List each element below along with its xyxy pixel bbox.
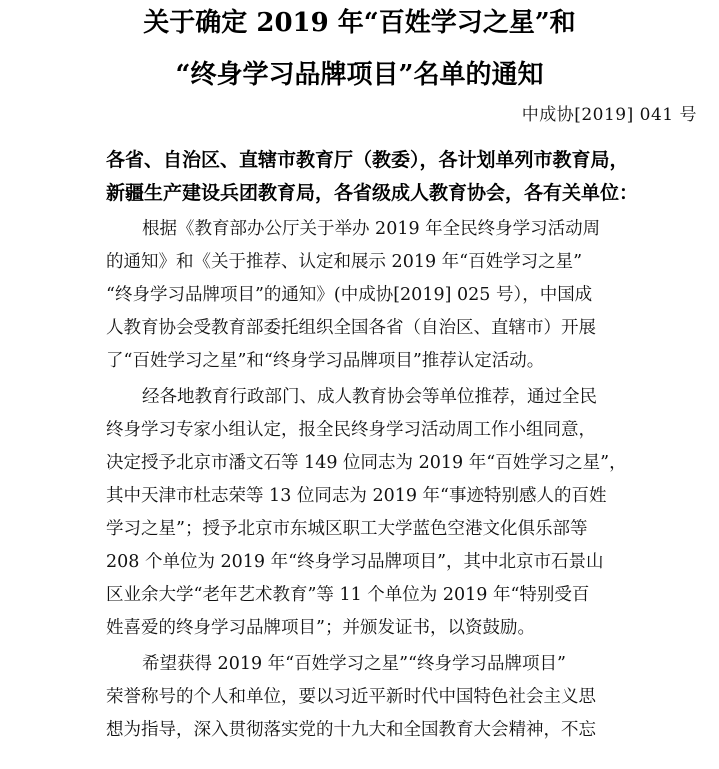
paragraph-2-line: 208 个单位为 2019 年“终身学习品牌项目”，其中北京市石景山	[106, 552, 604, 572]
paragraph-3-line: 想为指导，深入贯彻落实党的十九大和全国教育大会精神，不忘	[106, 720, 596, 740]
title-line-1: 关于确定 2019 年“百姓学习之星”和	[143, 8, 576, 38]
salutation-line: 各省、自治区、直辖市教育厅（教委），各计划单列市教育局，	[106, 149, 629, 171]
paragraph-1-line: 了“百姓学习之星”和“终身学习品牌项目”推荐认定活动。	[106, 351, 545, 371]
paragraph-2-line: 其中天津市杜志荣等 13 位同志为 2019 年“事迹特别感人的百姓	[106, 486, 607, 506]
paragraph-2-line: 终身学习专家小组认定，报全民终身学习活动周工作小组同意，	[106, 420, 596, 440]
paragraph-2-line: 姓喜爱的终身学习品牌项目”；并颁发证书，以资鼓励。	[106, 618, 535, 638]
paragraph-2-line: 经各地教育行政部门、成人教育协会等单位推荐，通过全民	[142, 387, 597, 407]
salutation-line: 新疆生产建设兵团教育局，各省级成人教育协会，各有关单位：	[106, 182, 639, 204]
paragraph-3-line: 荣誉称号的个人和单位，要以习近平新时代中国特色社会主义思	[106, 687, 596, 707]
paragraph-2-line: 决定授予北京市潘文石等 149 位同志为 2019 年“百姓学习之星”，	[106, 453, 627, 473]
paragraph-1-line: 根据《教育部办公厅关于举办 2019 年全民终身学习活动周	[142, 219, 601, 239]
title-line-2: “终身学习品牌项目”名单的通知	[175, 60, 544, 90]
paragraph-2-line: 学习之星”；授予北京市东城区职工大学蓝色空港文化俱乐部等	[106, 519, 588, 539]
paragraph-3-line: 希望获得 2019 年“百姓学习之星”“终身学习品牌项目”	[142, 654, 566, 674]
paragraph-1-line: 的通知》和《关于推荐、认定和展示 2019 年“百姓学习之星”	[106, 252, 583, 272]
paragraph-1-line: “终身学习品牌项目”的通知》(中成协[2019] 025 号），中国成	[106, 285, 593, 305]
paragraph-2-line: 区业余大学“老年艺术教育”等 11 个单位为 2019 年“特别受百	[106, 585, 590, 605]
document-number: 中成协[2019] 041 号	[521, 105, 697, 125]
paragraph-1-line: 人教育协会受教育部委托组织全国各省（自治区、直辖市）开展	[106, 318, 596, 338]
